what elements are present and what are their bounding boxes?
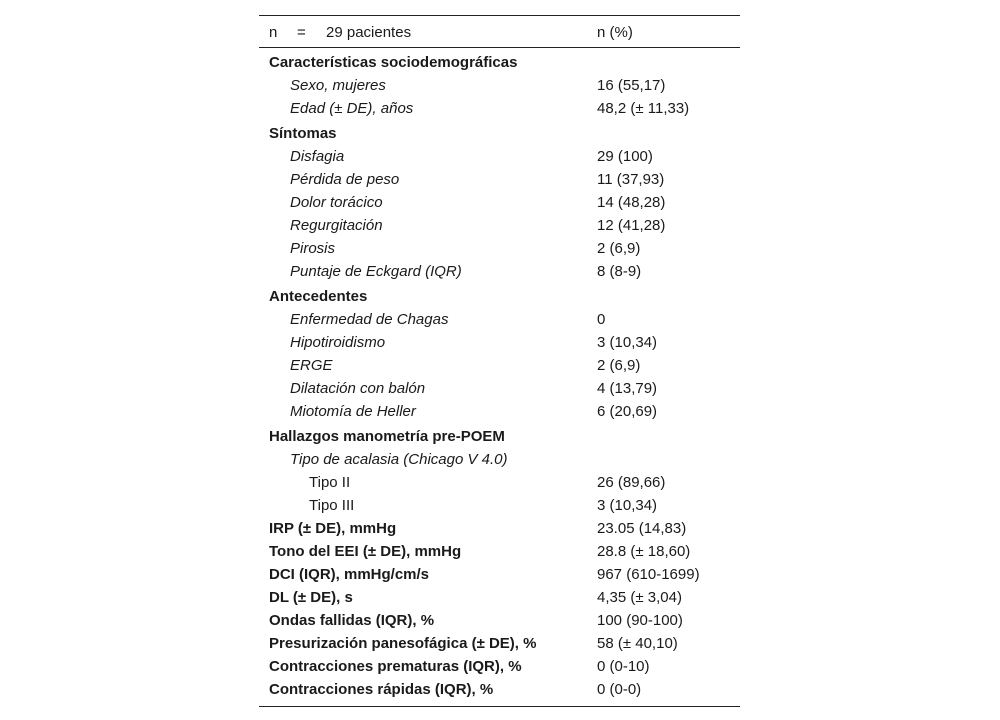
patient-characteristics-table <box>259 15 740 707</box>
measure-value: 0 (0-0) <box>597 681 642 698</box>
table-row <box>259 260 740 283</box>
measure-label: IRP (± DE), mmHg <box>269 520 397 537</box>
row-label: Edad (± DE), años <box>290 100 414 117</box>
measure-label: Ondas fallidas (IQR), % <box>269 612 435 629</box>
row-value: 26 (89,66) <box>597 474 666 491</box>
measure-label: DCI (IQR), mmHg/cm/s <box>269 566 430 583</box>
row-value: 48,2 (± 11,33) <box>597 100 690 117</box>
row-label: Dolor torácico <box>290 194 383 211</box>
table-row <box>259 308 740 331</box>
row-value: 0 <box>597 311 606 328</box>
table-row <box>259 494 740 517</box>
row-value: 2 (6,9) <box>597 240 641 257</box>
row-label: Tipo de acalasia (Chicago V 4.0) <box>290 451 508 468</box>
row-label: Pirosis <box>290 240 336 257</box>
table-row <box>259 145 740 168</box>
table-row <box>259 191 740 214</box>
measure-row <box>259 517 740 540</box>
table-row <box>259 400 740 423</box>
row-label: Tipo II <box>309 474 351 491</box>
section-title: Hallazgos manometría pre-POEM <box>269 428 505 445</box>
table-row <box>259 354 740 377</box>
measure-value: 0 (0-10) <box>597 658 650 675</box>
row-label: Tipo III <box>309 497 355 514</box>
row-label: Miotomía de Heller <box>290 403 416 420</box>
section-title-symptoms <box>259 122 740 145</box>
row-value: 8 (8-9) <box>597 263 642 280</box>
row-value: 14 (48,28) <box>597 194 666 211</box>
header-n-label: n <box>269 24 278 41</box>
row-label: Pérdida de peso <box>290 171 400 188</box>
header-patient-count: 29 pacientes <box>326 24 412 41</box>
measure-row <box>259 632 740 655</box>
measure-value: 23.05 (14,83) <box>597 520 687 537</box>
row-value: 29 (100) <box>597 148 653 165</box>
row-label: Hipotiroidismo <box>290 334 386 351</box>
table-row <box>259 331 740 354</box>
measure-row <box>259 540 740 563</box>
measure-value: 967 (610-1699) <box>597 566 700 583</box>
measure-label: Tono del EEI (± DE), mmHg <box>269 543 462 560</box>
table-row <box>259 448 740 471</box>
row-label: Regurgitación <box>290 217 383 234</box>
measure-label: DL (± DE), s <box>269 589 353 606</box>
row-label: ERGE <box>290 357 333 374</box>
table-row <box>259 74 740 97</box>
bottom-rule <box>259 706 740 707</box>
row-label: Puntaje de Eckgard (IQR) <box>290 263 462 280</box>
row-value: 3 (10,34) <box>597 497 658 514</box>
table-row <box>259 97 740 120</box>
table-row <box>259 471 740 494</box>
row-value: 2 (6,9) <box>597 357 641 374</box>
header-percent-column: n (%) <box>597 24 633 41</box>
measure-value: 28.8 (± 18,60) <box>597 543 691 560</box>
measure-row <box>259 655 740 678</box>
measure-value: 100 (90-100) <box>597 612 683 629</box>
row-value: 16 (55,17) <box>597 77 666 94</box>
section-title-history <box>259 285 740 308</box>
row-value: 3 (10,34) <box>597 334 658 351</box>
row-value: 11 (37,93) <box>597 171 665 188</box>
measure-value: 4,35 (± 3,04) <box>597 589 682 606</box>
row-value: 12 (41,28) <box>597 217 666 234</box>
measure-row <box>259 609 740 632</box>
row-label: Sexo, mujeres <box>290 77 386 94</box>
section-title: Síntomas <box>269 125 337 142</box>
section-title: Características sociodemográficas <box>269 54 518 71</box>
section-title-manometry <box>259 425 740 448</box>
table-row <box>259 214 740 237</box>
row-value: 6 (20,69) <box>597 403 658 420</box>
header-equals: = <box>297 24 306 41</box>
section-title: Antecedentes <box>269 288 368 305</box>
measure-label: Contracciones prematuras (IQR), % <box>269 658 522 675</box>
measure-row <box>259 586 740 609</box>
table-row <box>259 377 740 400</box>
measure-value: 58 (± 40,10) <box>597 635 678 652</box>
measure-row <box>259 678 740 701</box>
row-value: 4 (13,79) <box>597 380 658 397</box>
table-row <box>259 237 740 260</box>
table-header <box>259 16 740 47</box>
measure-label: Presurización panesofágica (± DE), % <box>269 635 537 652</box>
table-body <box>259 48 740 701</box>
table-row <box>259 168 740 191</box>
row-label: Dilatación con balón <box>290 380 426 397</box>
section-title-sociodemographics <box>259 51 740 74</box>
row-label: Disfagia <box>290 148 345 165</box>
measure-row <box>259 563 740 586</box>
row-label: Enfermedad de Chagas <box>290 311 449 328</box>
measure-label: Contracciones rápidas (IQR), % <box>269 681 494 698</box>
